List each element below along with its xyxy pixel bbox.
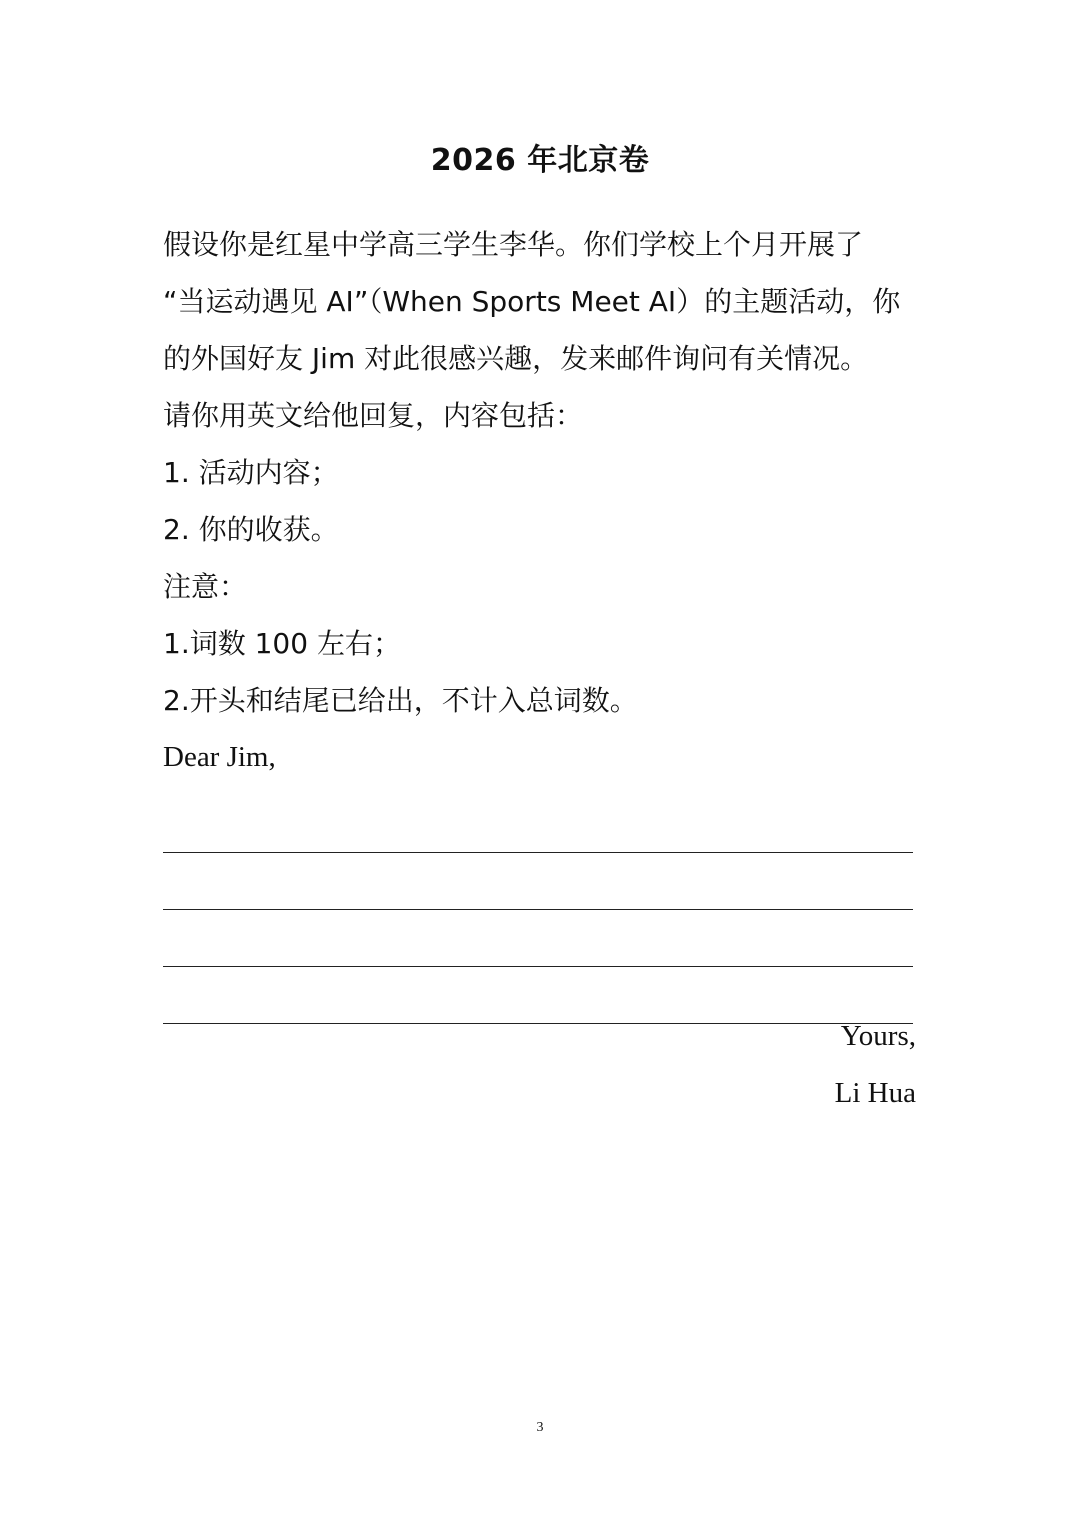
answer-line[interactable] bbox=[163, 853, 913, 910]
answer-line[interactable] bbox=[163, 796, 913, 853]
writing-prompt bbox=[163, 216, 918, 786]
letter-signature: Li Hua bbox=[834, 1077, 916, 1109]
answer-line[interactable] bbox=[163, 967, 913, 1024]
prompt-line-2: “当运动遇见 AI”（When Sports Meet AI）的主题活动，你 bbox=[163, 285, 901, 318]
page-title: 2026 年北京卷 bbox=[430, 143, 650, 178]
prompt-line-4: 请你用英文给他回复，内容包括： bbox=[163, 399, 584, 432]
prompt-line-3: 的外国好友 Jim 对此很感兴趣，发来邮件询问有关情况。 bbox=[163, 342, 869, 375]
letter-salutation: Dear Jim, bbox=[163, 741, 276, 773]
letter-closing: Yours, bbox=[840, 1020, 916, 1052]
answer-line[interactable] bbox=[163, 910, 913, 967]
note-item-1: 1.词数 100 左右； bbox=[163, 627, 401, 660]
content-item-2: 2. 你的收获。 bbox=[163, 513, 339, 546]
notes-label: 注意： bbox=[163, 570, 248, 603]
content-item-1: 1. 活动内容； bbox=[163, 456, 339, 489]
prompt-line-1: 假设你是红星中学高三学生李华。你们学校上个月开展了 bbox=[163, 228, 864, 261]
answer-area[interactable] bbox=[163, 796, 913, 1024]
note-item-2: 2.开头和结尾已给出，不计入总词数。 bbox=[163, 684, 638, 717]
page-number: 3 bbox=[536, 1420, 544, 1435]
